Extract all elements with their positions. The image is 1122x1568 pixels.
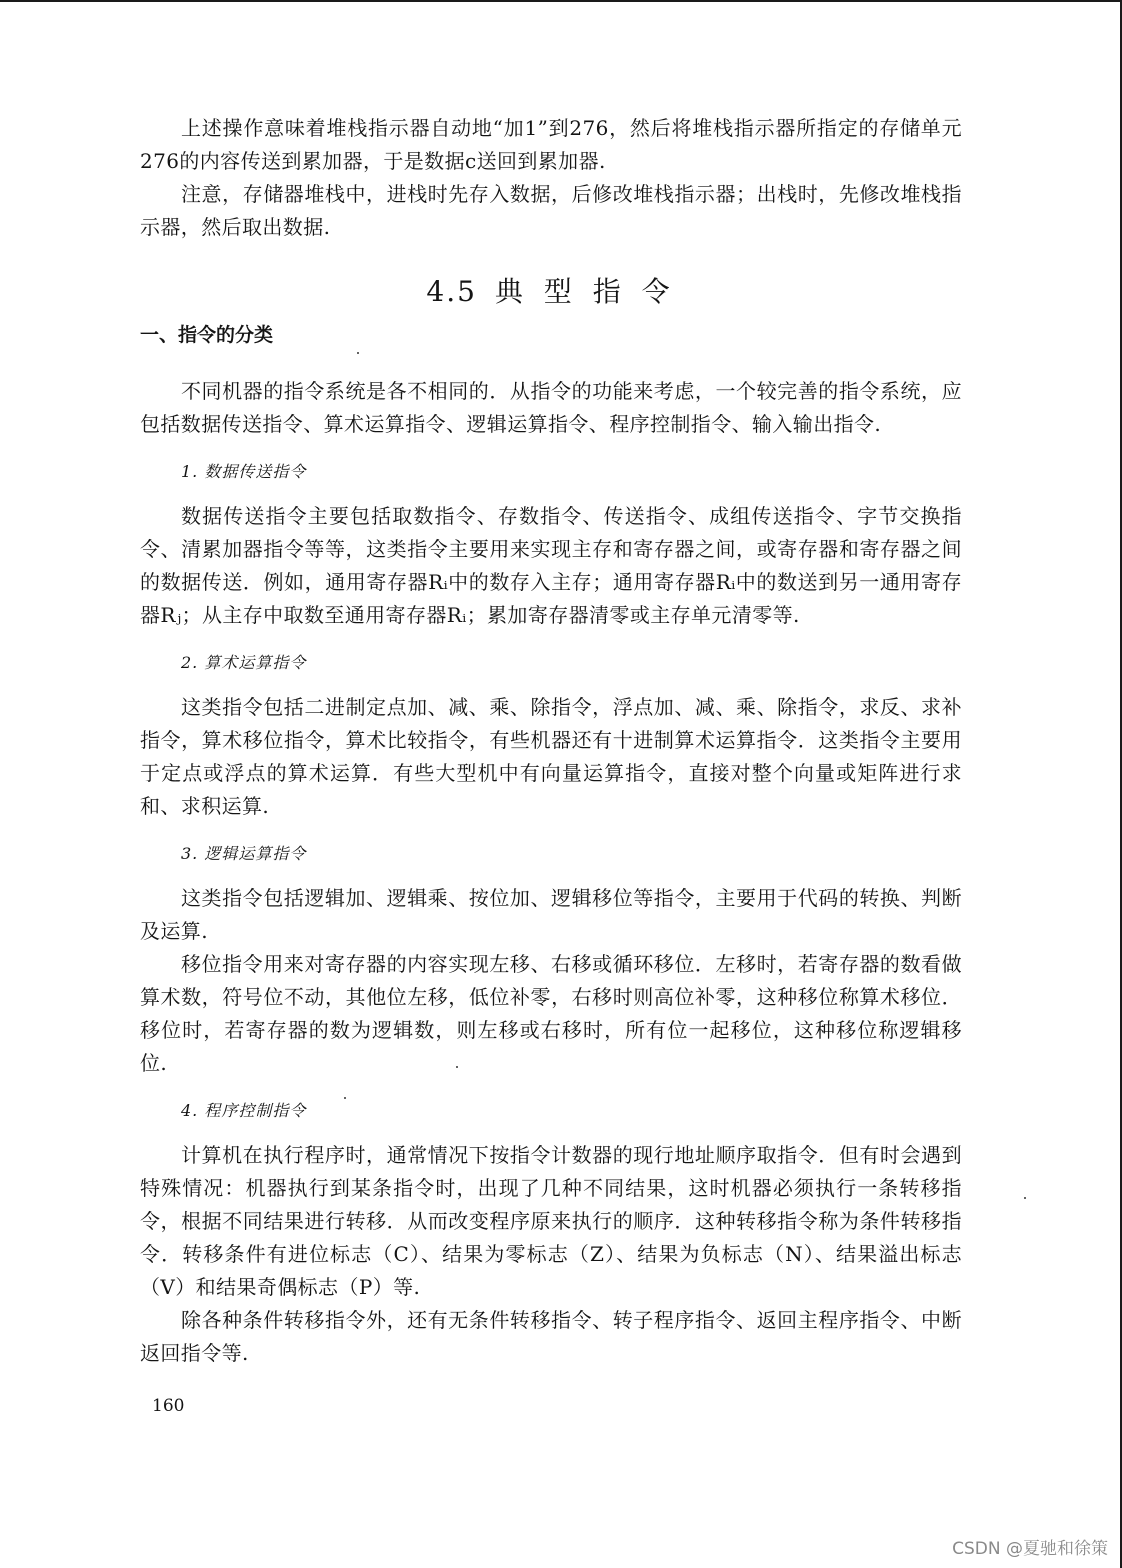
subsection-title-program-control: 4. 程序控制指令 bbox=[181, 1101, 307, 1120]
section-number: 4.5 bbox=[426, 275, 477, 308]
top-border bbox=[0, 0, 1122, 2]
scan-speck bbox=[1024, 1197, 1026, 1199]
scan-speck bbox=[456, 1066, 458, 1068]
section-heading-text: 典 型 指 令 bbox=[494, 275, 676, 308]
logic-paragraph-2: 移位指令用来对寄存器的内容实现左移、右移或循环移位．左移时，若寄存器的数看做算术数，符号位不动，其他位左移，低位补零，右移时则高位补零，这种移位称算术移位．移位时，若寄存器的数为逻辑数，则左移或右移时，所有位一起移位，这种移位称逻辑移位. bbox=[140, 952, 962, 1075]
program-control-paragraph-2: 除各种条件转移指令外，还有无条件转移指令、转子程序指令、返回主程序指令、中断返回指令等. bbox=[140, 1308, 962, 1365]
data-transfer-paragraph: 数据传送指令主要包括取数指令、存数指令、传送指令、成组传送指令、字节交换指令、清累加器指令等等，这类指令主要用来实现主存和寄存器之间，或寄存器和寄存器之间的数据传送．例如，通用寄存器Rᵢ中的数存入主存；通用寄存器Rᵢ中的数送到另一通用寄存器Rⱼ；从主存中取数至通用寄存器Rᵢ；累加寄存器清零或主存单元清零等. bbox=[140, 504, 962, 627]
page-content bbox=[140, 112, 962, 1370]
subsection-title-arithmetic: 2. 算术运算指令 bbox=[181, 653, 307, 672]
program-control-paragraph-1: 计算机在执行程序时，通常情况下按指令计数器的现行地址顺序取指令．但有时会遇到特殊情况：机器执行到某条指令时，出现了几种不同结果，这时机器必须执行一条转移指令，根据不同结果进行转移．从而改变程序原来执行的顺序．这种转移指令称为条件转移指令．转移条件有进位标志（C）、结果为零标志（Z）、结果为负标志（N）、结果溢出标志（V）和结果奇偶标志（P）等. bbox=[140, 1143, 962, 1299]
logic-paragraph-1: 这类指令包括逻辑加、逻辑乘、按位加、逻辑移位等指令，主要用于代码的转换、判断及运算. bbox=[140, 886, 962, 943]
intro-paragraph-1: 上述操作意味着堆栈指示器自动地“加1”到276，然后将堆栈指示器所指定的存储单元276的内容传送到累加器，于是数据c送回到累加器. bbox=[140, 116, 962, 173]
scan-speck bbox=[357, 352, 359, 354]
subsection-title-logic: 3. 逻辑运算指令 bbox=[181, 844, 307, 863]
category-heading: 一、指令的分类 bbox=[140, 324, 274, 346]
overview-paragraph: 不同机器的指令系统是各不相同的．从指令的功能来考虑，一个较完善的指令系统，应包括数据传送指令、算术运算指令、逻辑运算指令、程序控制指令、输入输出指令. bbox=[140, 379, 962, 436]
page-number: 160 bbox=[152, 1396, 185, 1416]
scan-speck bbox=[344, 1097, 346, 1099]
arithmetic-paragraph: 这类指令包括二进制定点加、减、乘、除指令，浮点加、减、乘、除指令，求反、求补指令，算术移位指令，算术比较指令，有些机器还有十进制算术运算指令．这类指令主要用于定点或浮点的算术运算．有些大型机中有向量运算指令，直接对整个向量或矩阵进行求和、求积运算. bbox=[140, 695, 962, 818]
csdn-watermark: CSDN @夏驰和徐策 bbox=[952, 1539, 1108, 1559]
section-title bbox=[140, 270, 962, 310]
intro-paragraph-2: 注意，存储器堆栈中，进栈时先存入数据，后修改堆栈指示器；出栈时，先修改堆栈指示器，然后取出数据. bbox=[140, 182, 962, 239]
subsection-title-data-transfer: 1. 数据传送指令 bbox=[181, 462, 307, 481]
